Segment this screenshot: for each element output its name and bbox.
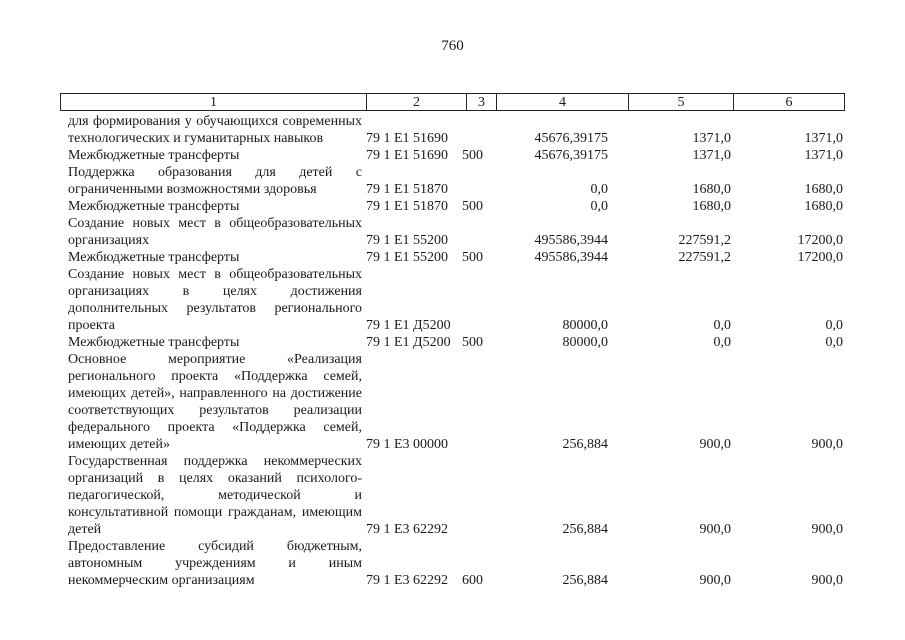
column-header-1: 1 bbox=[61, 94, 367, 110]
row-type: 500 bbox=[462, 148, 483, 163]
row-value-6: 0,0 bbox=[825, 335, 843, 350]
row-value-5: 1371,0 bbox=[692, 148, 731, 163]
row-value-5: 0,0 bbox=[713, 335, 731, 350]
row-value-5: 1680,0 bbox=[692, 182, 731, 197]
row-code: 79 1 E3 62292 bbox=[366, 573, 449, 588]
row-value-4: 0,0 bbox=[590, 199, 608, 214]
row-value-4: 80000,0 bbox=[562, 318, 608, 333]
row-name: Межбюджетные трансферты bbox=[68, 250, 240, 265]
row-name: Государственная поддержка некоммерческих организаций в целях оказаний психолого-педагогической, методической и консультативной помощи гражданам, имеющим детей bbox=[68, 454, 362, 537]
row-name: Межбюджетные трансферты bbox=[68, 148, 240, 163]
row-value-4: 256,884 bbox=[562, 437, 608, 452]
row-value-5: 900,0 bbox=[699, 437, 731, 452]
row-value-6: 1680,0 bbox=[804, 199, 843, 214]
row-code: 79 1 E3 00000 bbox=[366, 437, 449, 452]
row-value-4: 256,884 bbox=[562, 573, 608, 588]
column-header-4: 4 bbox=[497, 94, 629, 110]
row-value-4: 45676,39175 bbox=[534, 131, 608, 146]
row-name: Межбюджетные трансферты bbox=[68, 199, 240, 214]
row-value-5: 1680,0 bbox=[692, 199, 731, 214]
row-type: 500 bbox=[462, 335, 483, 350]
row-name: для формирования у обучающихся современных технологических и гуманитарных навыков bbox=[68, 114, 362, 146]
table-row bbox=[68, 113, 853, 147]
row-name: Поддержка образования для детей с ограниченными возможностями здоровья bbox=[68, 165, 362, 197]
column-header-5: 5 bbox=[629, 94, 734, 110]
row-value-6: 900,0 bbox=[811, 522, 843, 537]
row-value-5: 1371,0 bbox=[692, 131, 731, 146]
row-code: 79 1 E1 Д5200 bbox=[366, 335, 451, 350]
row-value-6: 0,0 bbox=[825, 318, 843, 333]
row-code: 79 1 E1 51870 bbox=[366, 199, 449, 214]
row-value-6: 900,0 bbox=[811, 437, 843, 452]
row-value-5: 900,0 bbox=[699, 573, 731, 588]
row-value-6: 17200,0 bbox=[797, 250, 843, 265]
row-name: Создание новых мест в общеобразовательных организациях bbox=[68, 216, 362, 248]
row-code: 79 1 E1 51690 bbox=[366, 148, 449, 163]
row-value-6: 900,0 bbox=[811, 573, 843, 588]
row-code: 79 1 E3 62292 bbox=[366, 522, 449, 537]
row-value-6: 1371,0 bbox=[804, 148, 843, 163]
row-value-5: 227591,2 bbox=[678, 233, 731, 248]
table-row bbox=[68, 334, 853, 351]
table-body bbox=[68, 113, 853, 589]
column-header-2: 2 bbox=[367, 94, 467, 110]
table-row bbox=[68, 164, 853, 198]
table-row bbox=[68, 198, 853, 215]
page-number: 760 bbox=[441, 38, 464, 54]
row-code: 79 1 E1 51870 bbox=[366, 182, 449, 197]
table-row bbox=[68, 249, 853, 266]
row-value-6: 1371,0 bbox=[804, 131, 843, 146]
row-type: 500 bbox=[462, 250, 483, 265]
table-row bbox=[68, 215, 853, 249]
table-row bbox=[68, 351, 853, 453]
table-row bbox=[68, 266, 853, 334]
column-header-6: 6 bbox=[785, 95, 793, 110]
table-row bbox=[68, 147, 853, 164]
row-value-6: 17200,0 bbox=[797, 233, 843, 248]
row-value-4: 45676,39175 bbox=[534, 148, 608, 163]
table-row bbox=[68, 538, 853, 589]
row-value-4: 495586,3944 bbox=[534, 250, 608, 265]
row-name: Предоставление субсидий бюджетным, автономным учреждениям и иным некоммерческим организациям bbox=[68, 539, 362, 588]
table-row bbox=[68, 453, 853, 538]
row-type: 500 bbox=[462, 199, 483, 214]
column-header-3: 3 bbox=[467, 94, 497, 110]
row-value-4: 80000,0 bbox=[562, 335, 608, 350]
row-value-6: 1680,0 bbox=[804, 182, 843, 197]
row-name: Основное мероприятие «Реализация регионального проекта «Поддержка семей, имеющих детей», направленного на достижение соответствующих результатов реализации федерального проекта «Поддержка семей, имеющих детей» bbox=[68, 352, 362, 452]
row-value-5: 0,0 bbox=[713, 318, 731, 333]
row-code: 79 1 E1 55200 bbox=[366, 233, 449, 248]
row-name: Межбюджетные трансферты bbox=[68, 335, 240, 350]
row-value-5: 900,0 bbox=[699, 522, 731, 537]
row-name: Создание новых мест в общеобразовательных организациях в целях достижения дополнительных результатов регионального проекта bbox=[68, 267, 362, 333]
row-value-4: 495586,3944 bbox=[534, 233, 608, 248]
row-code: 79 1 E1 Д5200 bbox=[366, 318, 451, 333]
row-type: 600 bbox=[462, 573, 483, 588]
row-value-4: 0,0 bbox=[590, 182, 608, 197]
table-header bbox=[60, 93, 845, 111]
row-code: 79 1 E1 51690 bbox=[366, 131, 449, 146]
row-code: 79 1 E1 55200 bbox=[366, 250, 449, 265]
row-value-4: 256,884 bbox=[562, 522, 608, 537]
row-value-5: 227591,2 bbox=[678, 250, 731, 265]
